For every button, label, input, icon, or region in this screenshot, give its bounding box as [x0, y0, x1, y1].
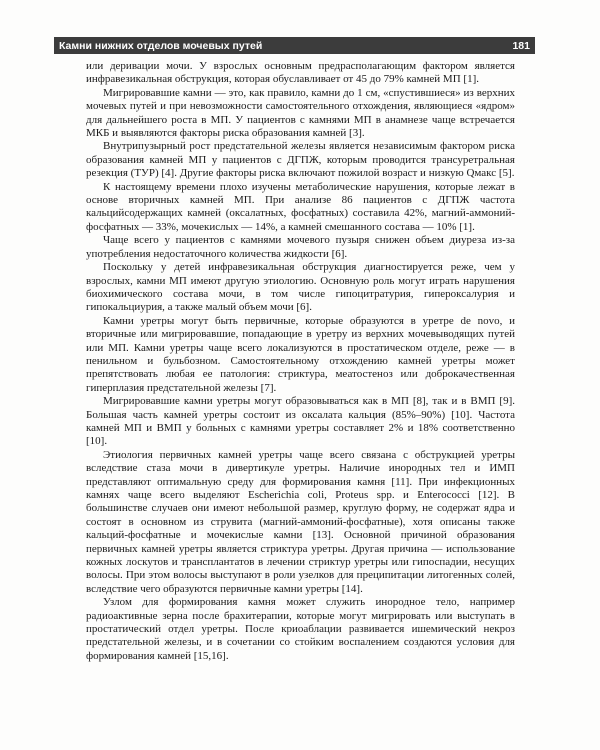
paragraph: Мигрировавшие камни уретры могут образовываться как в МП [8], так и в ВМП [9]. Большая часть камней уретры состоит из оксалата кальция (85%–90%) [10]. Частота камней МП и ВМП у больных с камнями уретры составляет 2% и 18% соответственно [10].	[86, 395, 515, 448]
paragraph: Этиология первичных камней уретры чаще всего связана с обструкцией уретры вследствие стаза мочи в дивертикуле уретры. Наличие инородных тел и ИМП представляют оптимальную среду для формирования камня [11]. При инфекционных камнях чаще всего выделяют Escherichia coli, Proteus spp. и Enterococci [12]. В большинстве случаев они имеют небольшой размер, круглую форму, не содержат ядра и состоят в основном из струвита (магний-аммоний-фосфатные), хотя описаны также кальций-фосфатные и мочекислые камни [13]. Основной причиной образования первичных камней уретры является стриктура уретры. Другая причина — использование кожных лоскутов и трансплантатов в лечении стриктур уретры или гипоспадии, несущих волосы. При этом волосы выступают в роли узелков для преципитации литогенных солей, вследствие чего образуются первичные камни уретры [14].	[86, 448, 515, 595]
paragraph: Поскольку у детей инфравезикальная обструкция диагностируется реже, чем у взрослых, камни МП имеют другую этиологию. Основную роль могут играть нарушения биохимического состава мочи, в том числе гипоцитратурия, гипероксалурия и гипокальциурия, а также малый объем мочи [6].	[86, 261, 515, 314]
paragraph: Камни уретры могут быть первичные, которые образуются в уретре de novo, и вторичные или мигрировавшие, попадающие в уретру из верхних мочевыводящих путей или МП. Камни уретры чаще всего локализуются в простатическом отделе, реже — в пенильном и бульбозном. Самостоятельному отхождению камней уретры может препятствовать любая ее патология: стриктура, меатостеноз или доброкачественная гиперплазия предстательной железы [7].	[86, 314, 515, 394]
paragraph: или деривации мочи. У взрослых основным предрасполагающим фактором является инфравезикальная обструкция, которая обуславливает от 45 до 79% камней МП [1].	[86, 60, 515, 86]
page-number: 181	[512, 39, 530, 52]
body-text	[86, 60, 515, 663]
paragraph: Чаще всего у пациентов с камнями мочевого пузыря снижен объем диуреза из-за употребления недостаточного количества жидкости [6].	[86, 234, 515, 260]
paragraph: К настоящему времени плохо изучены метаболические нарушения, которые лежат в основе вторичных камней МП. При анализе 86 пациентов с ДГПЖ частота кальцийсодержащих камней (оксалатных, фосфатных) составила 42%, магний-аммоний-фосфатных — 33%, мочекислых — 14%, а камней смешанного состава — 10% [1].	[86, 180, 515, 233]
paragraph: Узлом для формирования камня может служить инородное тело, например радиоактивные зерна после брахитерапии, которые могут мигрировать или выступать в простатический отдел уретры. После криоаблации развивается ишемический некроз предстательной железы, и в сочетании со стойким воспалением создаются условия для формирования камней [15,16].	[86, 596, 515, 662]
chapter-title: Камни нижних отделов мочевых путей	[59, 39, 263, 52]
paragraph: Внутрипузырный рост предстательной железы является независимым фактором риска образования камней МП у пациентов с ДГПЖ, которым проводится трансуретральная резекция (ТУР) [4]. Другие факторы риска включают пожилой возраст и низкую Qмакс [5].	[86, 140, 515, 180]
paragraph: Мигрировавшие камни — это, как правило, камни до 1 см, «спустившиеся» из верхних мочевых путей и при невозможности самостоятельного отхождения, являющиеся «ядром» для дальнейшего роста в МП. У пациентов с камнями МП в анамнезе чаще встречается МКБ и выявляются факторы риска образования камней [3].	[86, 86, 515, 140]
running-header	[54, 37, 535, 54]
